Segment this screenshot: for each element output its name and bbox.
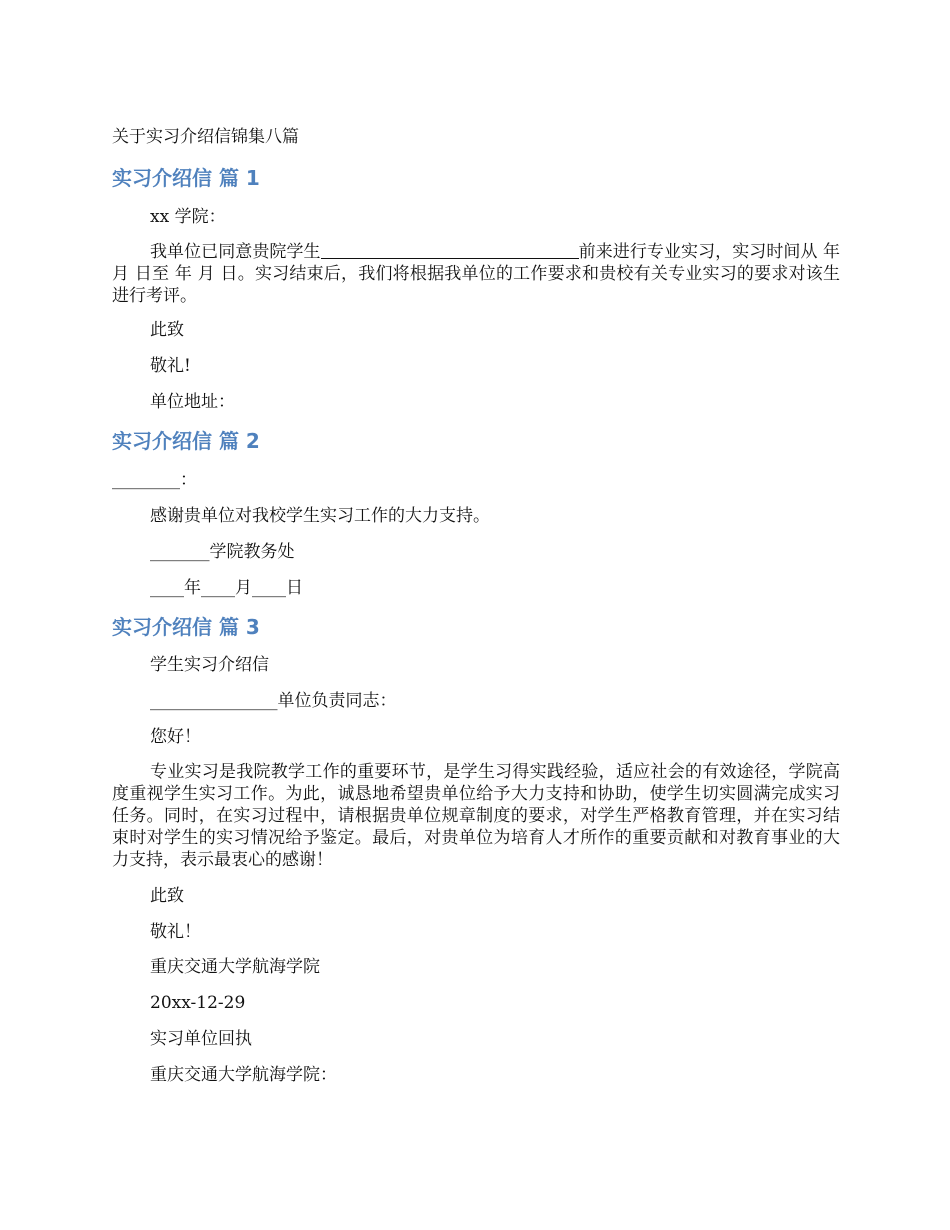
section-1-closing: 此致 — [150, 320, 184, 340]
section-1-body-post: 前来进行专业实习，实习时 — [578, 242, 784, 262]
section-1-heading: 实习介绍信 篇 1 — [112, 166, 260, 190]
receipt-title: 实习单位回执 — [150, 1029, 252, 1049]
section-3-heading: 实习介绍信 篇 3 — [112, 615, 260, 639]
section-2-heading: 实习介绍信 篇 2 — [112, 429, 260, 453]
section-1-salute: 敬礼! — [150, 356, 191, 376]
section-3-subtitle: 学生实习介绍信 — [150, 655, 269, 675]
section-1-body-pre: 我单位已同意贵院学生 — [150, 242, 321, 262]
section-2-addressee: ________： — [112, 470, 197, 490]
section-3-salute: 敬礼！ — [150, 922, 201, 942]
receipt-addressee: 重庆交通大学航海学院： — [150, 1065, 337, 1085]
section-3-addressee: _______________单位负责同志： — [150, 691, 397, 711]
section-1-address: 单位地址： — [150, 392, 235, 412]
section-1-greeting: xx 学院： — [150, 207, 226, 227]
section-3-date: 20xx-12-29 — [150, 993, 246, 1013]
section-3-signature: 重庆交通大学航海学院 — [150, 957, 320, 977]
section-3-closing: 此致 — [150, 886, 184, 906]
section-2-thanks: 感谢贵单位对我校学生实习工作的大力支持。 — [150, 506, 490, 526]
section-2-date: ____年____月____日 — [150, 578, 303, 598]
section-2-office: _______学院教务处 — [150, 542, 295, 562]
section-3-greeting: 您好！ — [150, 727, 201, 747]
section-1-body — [112, 241, 840, 307]
document-title: 关于实习介绍信锦集八篇 — [112, 127, 299, 147]
section-1-body-rest: 间从 年 月 日至 年 月 日。实习结束后，我们将根据我单位的工作要求和贵校有关专业实习的要求对该生进行考评。 — [112, 242, 841, 306]
section-3-body: 专业实习是我院教学工作的重要环节，是学生习得实践经验，适应社会的有效途径，学院高度重视学生实习工作。为此，诚恳地希望贵单位给予大力支持和协助，使学生切实圆满完成实习任务。同时，在实习过程中，请根据贵单位规章制度的要求，对学生严格教育管理，并在实习结束时对学生的实习情况给予鉴定。最后，对贵单位为培育人才所作的重要贡献和对教育事业的大力支持，表示最衷心的感谢！ — [112, 762, 840, 870]
student-name-blank — [321, 241, 579, 259]
